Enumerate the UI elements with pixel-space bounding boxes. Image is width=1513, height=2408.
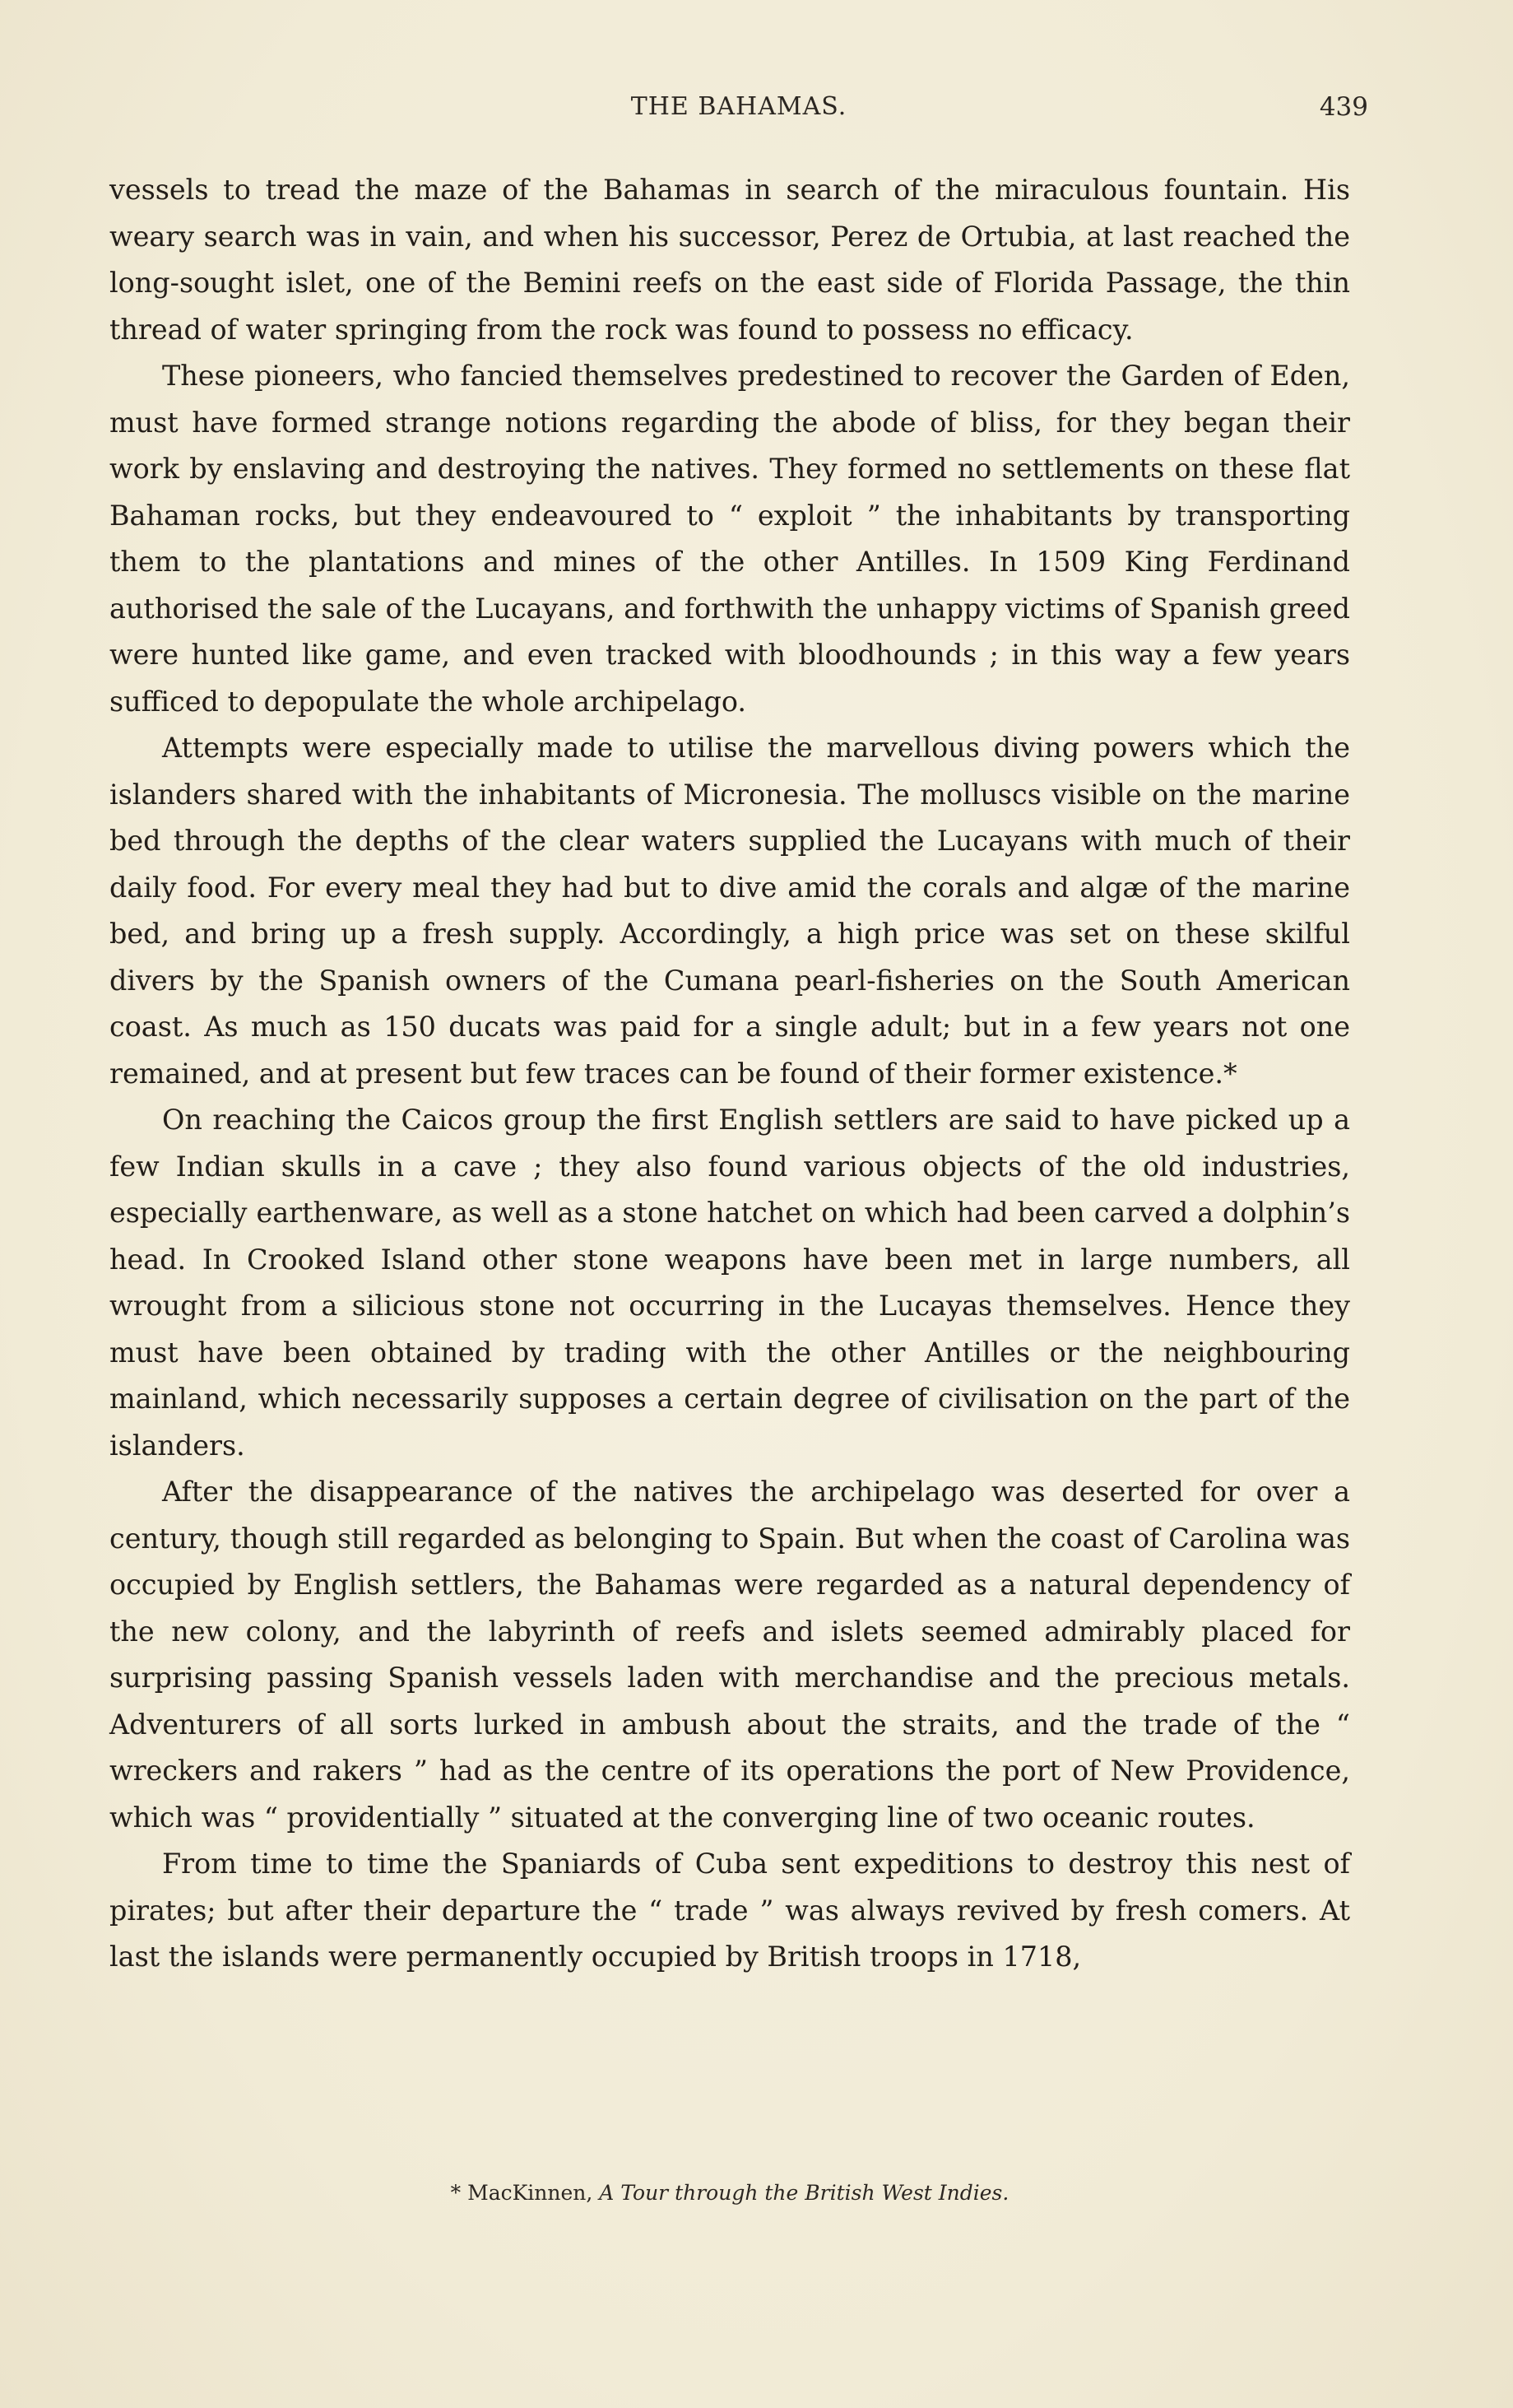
running-head xyxy=(109,92,1368,133)
body-text xyxy=(109,167,1350,1981)
footnote-marker: * xyxy=(450,2181,462,2205)
paragraph-6: From time to time the Spaniards of Cuba sent expeditions to destroy this nest of pirates; but after their departure the “ trade ” was always revived by fresh comers. At last the islands were permanently occupied by British troops in 1718, xyxy=(109,1848,1350,1973)
paragraph-2: These pioneers, who fancied themselves predestined to recover the Garden of Eden, must have formed strange notions regarding the abode of bliss, for they began their work by enslaving and destroying the natives. They formed no settlements on these flat Bahaman rocks, but they endeavoured to “ exploit ” the inhabitants by transporting them to the plantations and mines of the other Antilles. In 1509 King Ferdinand authorised the sale of the Lucayans, and forthwith the unhappy victims of Spanish greed were hunted like game, and even tracked with bloodhounds ; in this way a few years sufficed to depopulate the whole archipelago. xyxy=(109,360,1350,718)
running-title: THE BAHAMAS. xyxy=(630,92,847,121)
paragraph-3: Attempts were especially made to utilise the marvellous diving powers which the islanders shared with the inhabitants of Micronesia. The molluscs visible on the marine bed through the depths of the clear waters supplied the Lucayans with much of their daily food. For every meal they had but to dive amid the corals and algæ of the marine bed, and bring up a fresh supply. Accordingly, a high price was set on these skilful divers by the Spanish owners of the Cumana pearl-fisheries on the South American coast. As much as 150 ducats was paid for a single adult; but in a few years not one remained, and at present but few traces can be found of their former existence.* xyxy=(109,732,1350,1090)
footnote-work: A Tour through the British West Indies. xyxy=(599,2181,1009,2205)
footnote xyxy=(109,2181,1350,2205)
paragraph-1: vessels to tread the maze of the Bahamas in search of the miraculous fountain. His weary search was in vain, and when his successor, Perez de Ortubia, at last reached the long-sought islet, one of the Bemini reefs on the east side of Florida Passage, the thin thread of water springing from the rock was found to possess no efficacy. xyxy=(109,174,1350,346)
paragraph-4: On reaching the Caicos group the first English settlers are said to have picked up a few Indian skulls in a cave ; they also found various objects of the old industries, especially earthenware, as well as a stone hatchet on which had been carved a dolphin’s head. In Crooked Island other stone weapons have been met in large numbers, all wrought from a silicious stone not occurring in the Lucayas themselves. Hence they must have been obtained by trading with the other Antilles or the neighbouring mainland, which necessarily supposes a certain degree of civilisation on the part of the islanders. xyxy=(109,1104,1350,1462)
footnote-author: MacKinnen, xyxy=(467,2181,593,2205)
paragraph-5: After the disappearance of the natives the archipelago was deserted for over a century, though still regarded as belonging to Spain. But when the coast of Carolina was occupied by English settlers, the Bahamas were regarded as a natural dependency of the new colony, and the labyrinth of reefs and islets seemed admirably placed for surprising passing Spanish vessels laden with merchandise and the precious metals. Adventurers of all sorts lurked in ambush about the straits, and the trade of the “ wreckers and rakers ” had as the centre of its operations the port of New Providence, which was “ providentially ” situated at the converging line of two oceanic routes. xyxy=(109,1476,1350,1834)
page-number: 439 xyxy=(1319,92,1368,122)
